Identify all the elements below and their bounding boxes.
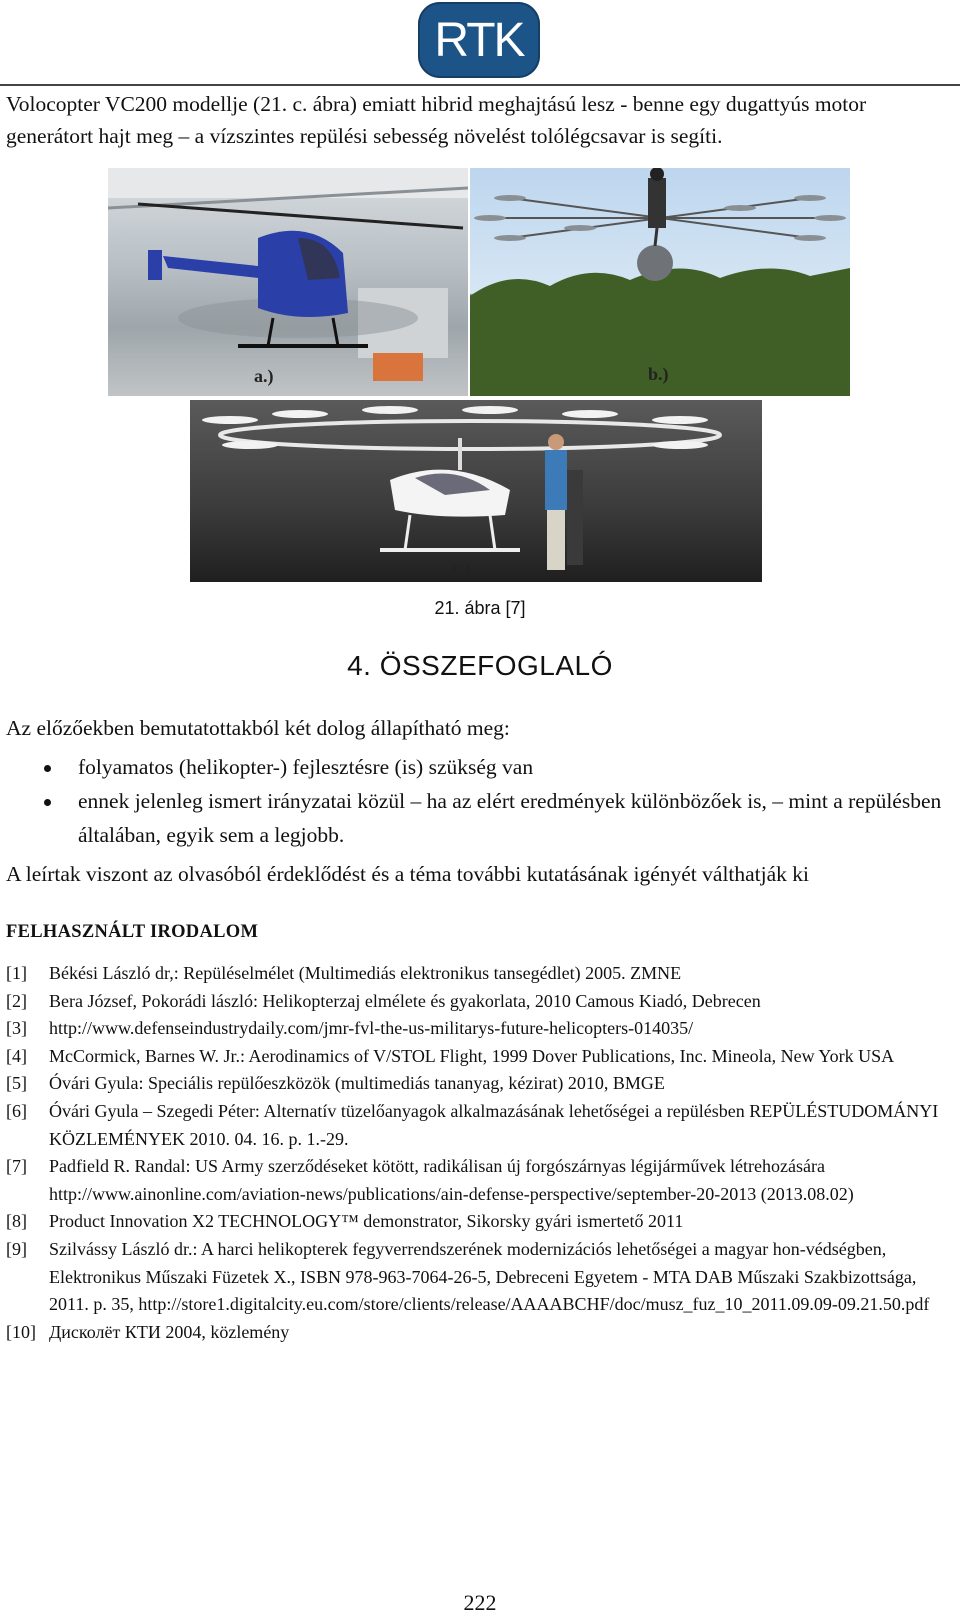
reference-text: Óvári Gyula: Speciális repülőeszközök (multimediás tananyag, kézirat) 2010, BMGE — [49, 1073, 665, 1094]
reference-item — [0, 1070, 954, 1098]
bullet-text: ennek jelenleg ismert irányzatai közül – ha az elért eredmények különbözőek is, – mint a repülésben általában, egyik sem a legjobb. — [78, 789, 942, 847]
label-a: a.) — [254, 366, 274, 386]
figure-caption: 21. ábra [7] — [434, 598, 526, 618]
reference-text: Дисколёт КТИ 2004, közlemény — [49, 1321, 290, 1342]
reference-text: Bera József, Pokorádi lászló: Helikopterzaj elmélete és gyakorlata, 2010 Camous Kiadó, Debrecen — [49, 990, 761, 1011]
page-number: 222 — [463, 1590, 497, 1615]
photo-helicopter-hangar — [108, 168, 468, 396]
bullet-item — [0, 750, 954, 784]
section-title: 4. ÖSSZEFOGLALÓ — [347, 650, 613, 681]
reference-item — [0, 1208, 954, 1236]
reference-text: Békési László dr,: Repüléselmélet (Multimediás elektronikus tansegédlet) 2005. ZMNE — [49, 963, 682, 983]
reference-text: Szilvássy László dr.: A harci helikopterek fegyverrendszerének modernizációs lehetőségei a magyar hon-védségben, Elektronikus Műszaki Füzetek X., ISBN 978-963-7064-26-5, Debreceni Egyetem - MTA DAB Műszaki Szakbizottsága, 2011. p. 35, http://store1.digitalcity.eu.com/store/clients/release/AAAABCHF/doc/musz_fuz_10_2011.09.09-09.21.50.pdf — [49, 1238, 930, 1315]
reference-text: Padfield R. Randal: US Army szerződéseket kötött, radikálisan új forgószárnyas légijárművek létrehozására http://www.ainonline.com/aviation-news/publications/ain-defense-perspective/september-20-2013 (2013.08.02) — [49, 1156, 854, 1204]
summary-closing: A leírtak viszont az olvasóból érdeklődést és a téma további kutatásának igényét válthatják ki — [6, 862, 810, 886]
reference-number: [3] — [6, 1018, 27, 1039]
volocopter-illustration — [190, 400, 762, 582]
header-rule — [0, 84, 960, 86]
reference-item — [0, 960, 954, 988]
rtk-logo — [418, 2, 540, 78]
logo-text: RTK — [434, 13, 524, 67]
reference-item — [0, 1319, 954, 1347]
reference-item — [0, 1015, 954, 1043]
photo-volocopter — [190, 400, 762, 582]
references-heading: FELHASZNÁLT IRODALOM — [6, 922, 259, 942]
label-b: b.) — [648, 364, 669, 384]
reference-number: [5] — [6, 1073, 27, 1094]
bullet-item — [0, 784, 954, 852]
reference-item — [0, 988, 954, 1016]
reference-item — [0, 1236, 954, 1319]
reference-number: [10] — [6, 1321, 36, 1342]
reference-item — [0, 1043, 954, 1071]
reference-text: Óvári Gyula – Szegedi Péter: Alternatív tüzelőanyagok alkalmazásának lehetőségei a repülésben REPÜLÉSTUDOMÁNYI KÖZLEMÉNYEK 2010. 04. 16. p. 1.-29. — [49, 1100, 939, 1149]
reference-text: McCormick, Barnes W. Jr.: Aerodinamics of V/STOL Flight, 1999 Dover Publications, Inc. Mineola, New York USA — [49, 1045, 895, 1066]
reference-number: [6] — [6, 1100, 27, 1121]
reference-text: Product Innovation X2 TECHNOLOGY™ demonstrator, Sikorsky gyári ismertető 2011 — [49, 1211, 684, 1232]
reference-number: [2] — [6, 990, 27, 1011]
photo-multicopter-sky — [470, 168, 850, 396]
label-c: c.) — [452, 558, 471, 578]
reference-text: http://www.defenseindustrydaily.com/jmr-fvl-the-us-militarys-future-helicopters-014035/ — [49, 1018, 694, 1039]
reference-number: [8] — [6, 1211, 27, 1232]
summary-lead: Az előzőekben bemutatottakból két dolog állapítható meg: — [6, 716, 510, 740]
summary-bullets — [0, 750, 960, 852]
intro-paragraph: Volocopter VC200 modellje (21. c. ábra) emiatt hibrid meghajtású lesz - benne egy dugattyús motor generátort hajt meg – a vízszintes repülési sebesség növelést tolólégcsavar is segíti. — [6, 92, 867, 148]
reference-item — [0, 1098, 954, 1153]
reference-item — [0, 1153, 954, 1208]
reference-number: [1] — [6, 963, 27, 983]
bullet-dot-icon — [44, 765, 51, 772]
reference-number: [4] — [6, 1045, 27, 1066]
bullet-text: folyamatos (helikopter-) fejlesztésre (is) szükség van — [78, 755, 534, 779]
reference-number: [7] — [6, 1156, 27, 1177]
bullet-dot-icon — [44, 799, 51, 806]
references-list — [0, 960, 960, 1346]
helicopter-illustration — [108, 168, 468, 396]
reference-number: [9] — [6, 1238, 27, 1259]
multicopter-illustration — [470, 168, 850, 396]
